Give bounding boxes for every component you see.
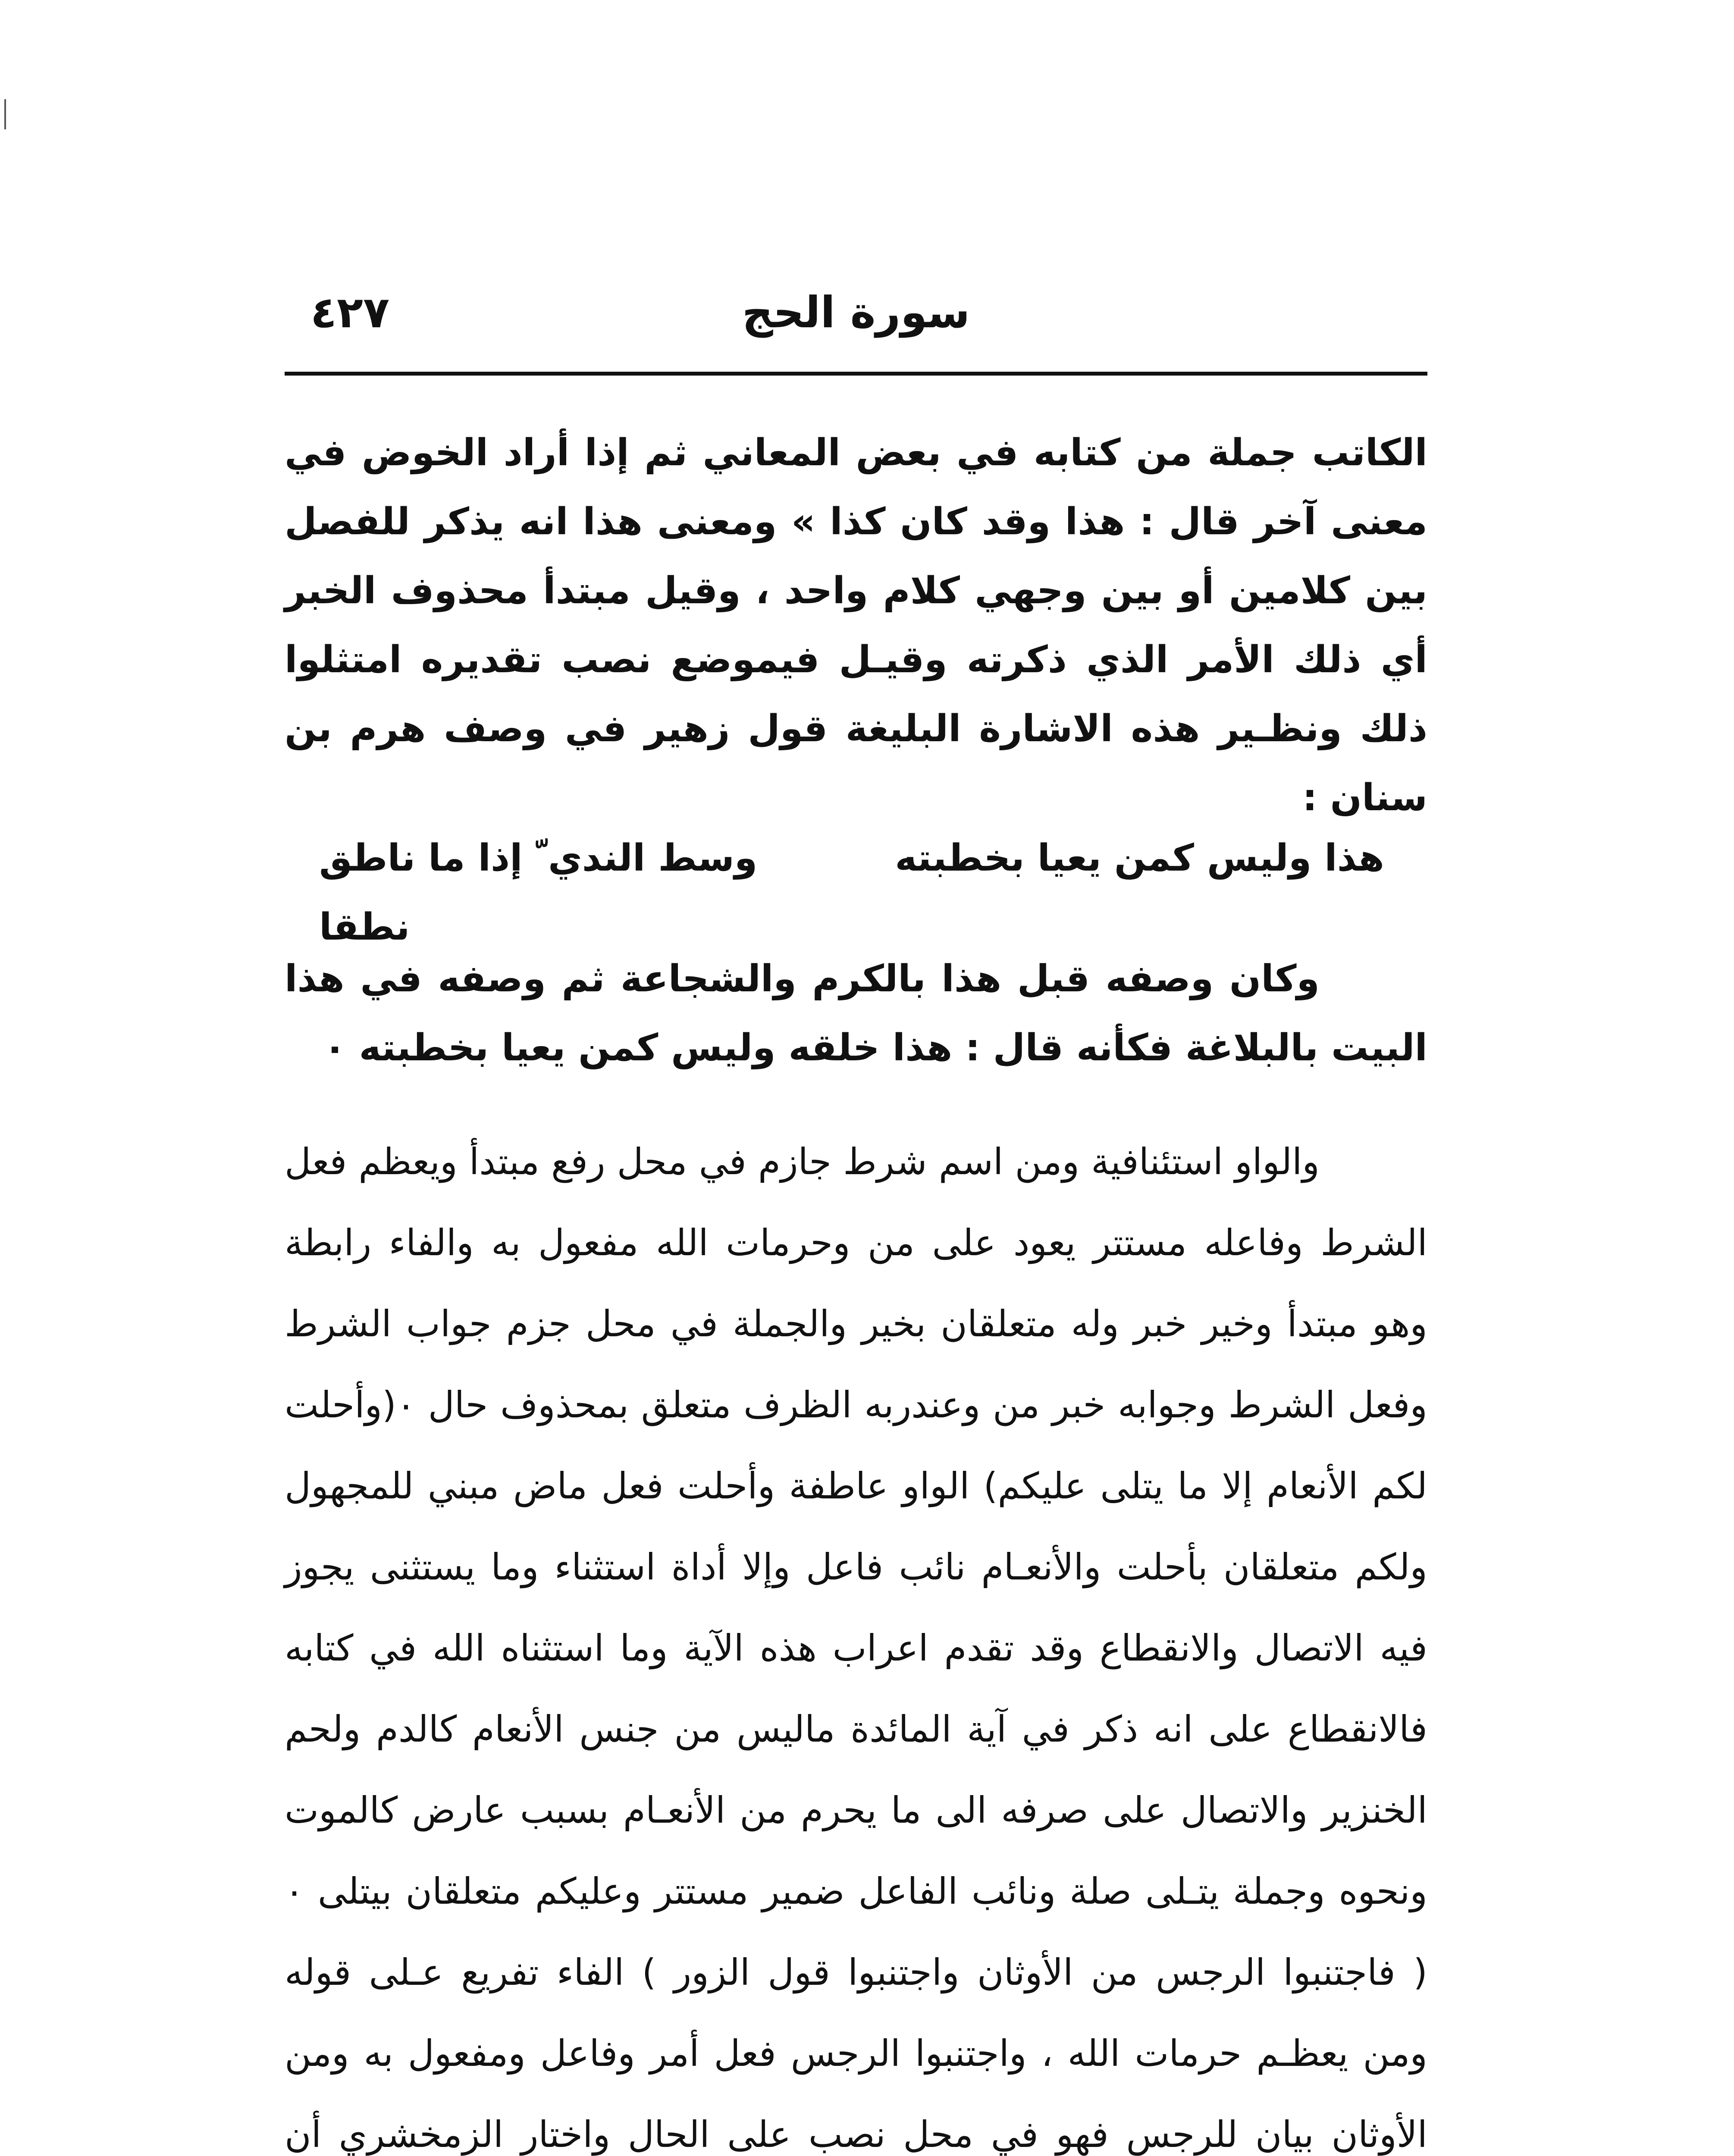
header-rule xyxy=(285,372,1427,376)
poetry-verse xyxy=(285,824,1427,949)
verse-second-hemistich: وسط الندي ّ إذا ما ناطق نطقا xyxy=(319,837,758,949)
book-page xyxy=(285,259,1427,2156)
running-title: سورة الحج xyxy=(742,287,970,338)
paragraph-intro: الكاتب جملة من كتابه في بعض المعاني ثم إذا أراد الخوض في معنى آخر قال : هذا وقد كان كذا » ومعنى هذا انه يذكر للفصل بين كلامين أو بين وجهي كلام واحد ، وقيل مبتدأ محذوف الخبر أي ذلك الأمر الذي ذكرته وقيـل فيموضع نصب تقديره امتثلوا ذلك ونظـير هذه الاشارة البليغة قول زهير في وصف هرم بن سنان : xyxy=(285,431,1427,819)
page-header xyxy=(285,259,1427,362)
paragraph-grammar: والواو استئنافية ومن اسم شرط جازم في محل رفع مبتدأ ويعظم فعل الشرط وفاعله مستتر يعود على من وحرمات الله مفعول به والفاء رابطة وهو مبتدأ وخير خبر وله متعلقان بخير والجملة في محل جزم جواب الشرط وفعل الشرط وجوابه خبر من وعندربه الظرف متعلق بمحذوف حال ٠(وأحلت لكم الأنعام إلا ما يتلى عليكم) الواو عاطفة وأحلت فعل ماض مبني للمجهول ولكم متعلقان بأحلت والأنعـام نائب فاعل وإلا أداة استثناء وما يستثنى يجوز فيه الاتصال والانقطاع وقد تقدم اعراب هذه الآية وما استثناه الله في كتابه فالانقطاع على انه ذكر في آية المائدة ماليس من جنس الأنعام كالدم ولحم الخنزير والاتصال على صرفه الى ما يحرم من الأنعـام بسبب عارض كالموت ونحوه وجملة يتـلى صلة ونائب الفاعل ضمير مستتر وعليكم متعلقان بيتلى ٠ ( فاجتنبوا الرجس من الأوثان واجتنبوا قول الزور ) الفاء تفريع عـلى قوله ومن يعظـم حرمات الله ، واجتنبوا الرجس فعل أمر وفاعل ومفعول به ومن الأوثان بيان للرجس فهو في محل نصب على الحال واختار الزمخشري أن xyxy=(285,1141,1427,2156)
verse-first-hemistich: هذا وليس كمن يعيا بخطبته xyxy=(895,837,1384,880)
paragraph-explanation: وكان وصفه قبل هذا بالكرم والشجاعة ثم وصفه في هذا البيت بالبلاغة فكأنه قال : هذا خلقه وليس كمن يعيا بخطبته ٠ xyxy=(285,957,1427,1069)
page-number: ٤٢٧ xyxy=(310,287,390,338)
scan-edge-mark xyxy=(4,99,6,129)
